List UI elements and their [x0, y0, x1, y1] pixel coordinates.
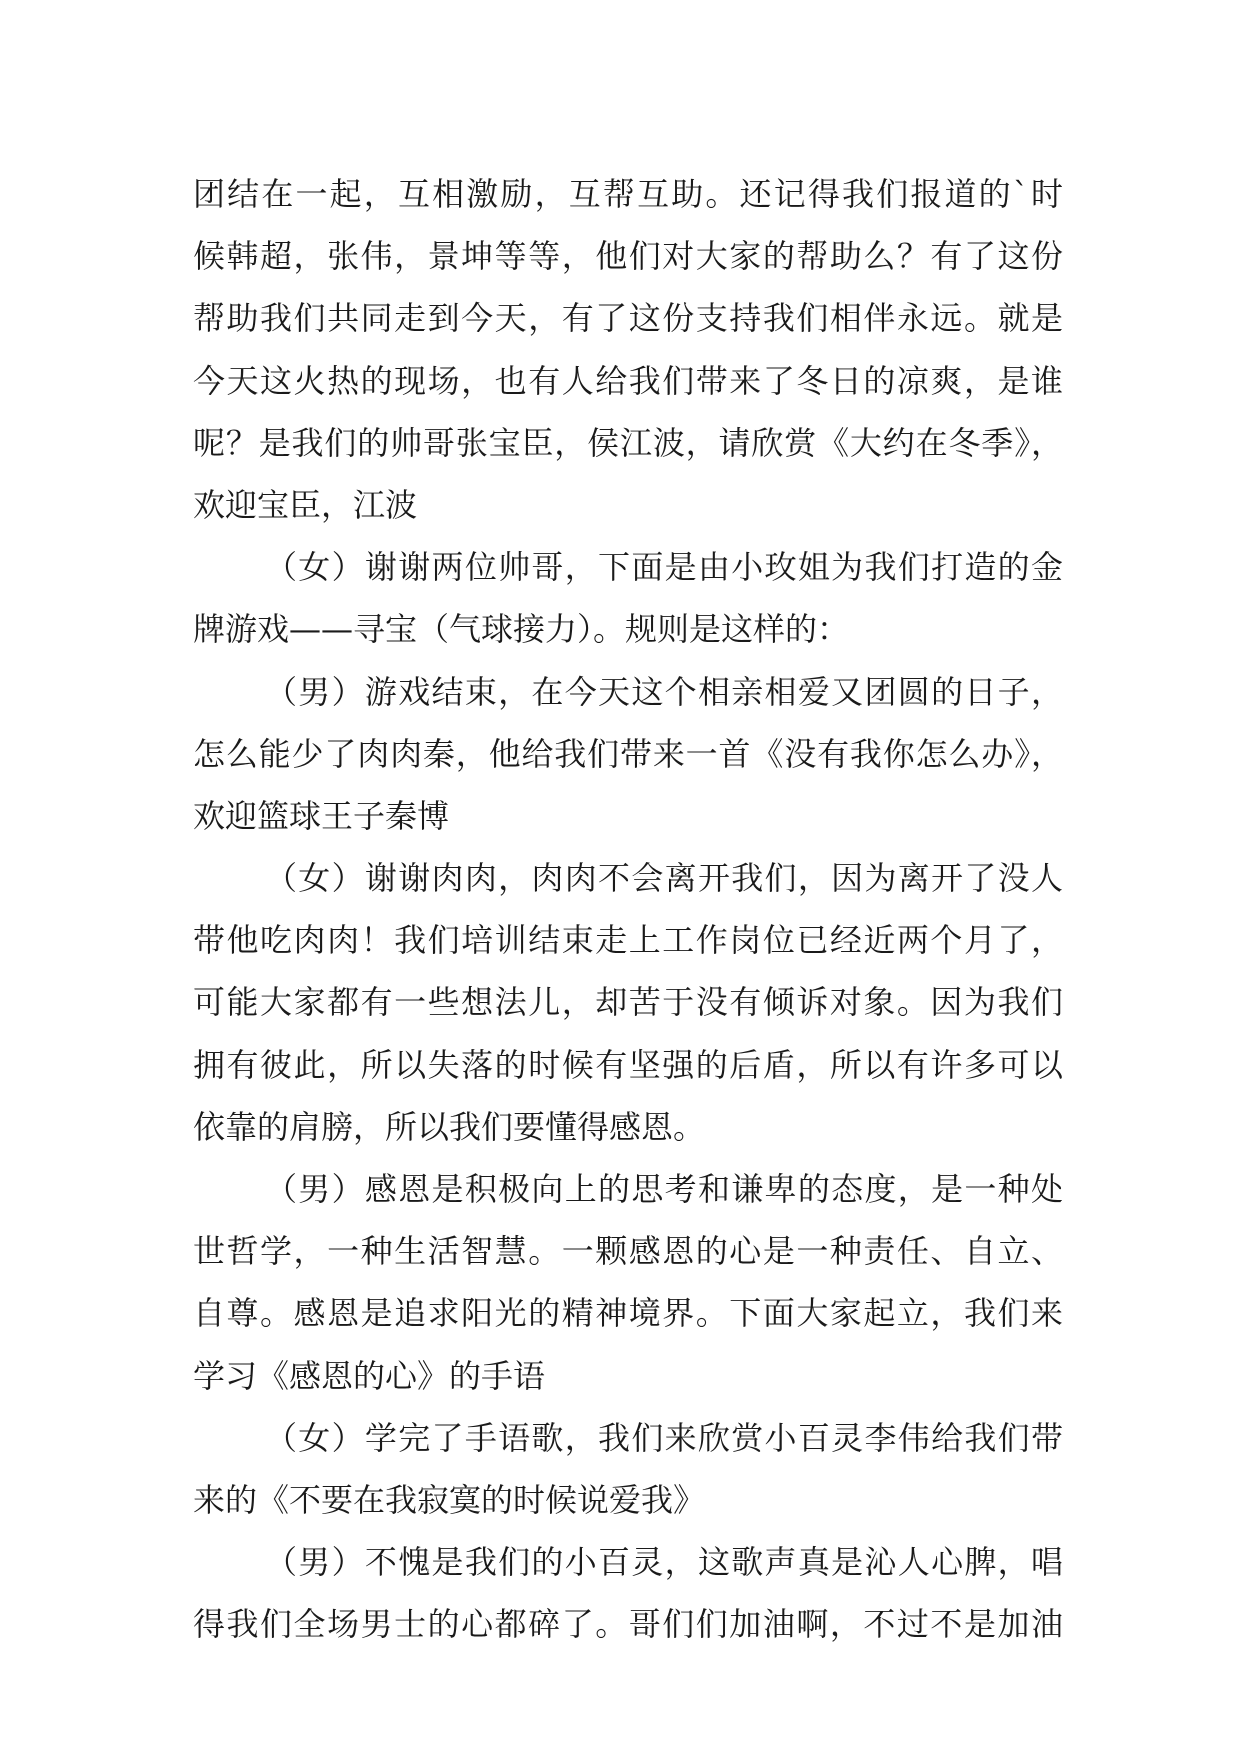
text-line: 拥有彼此，所以失落的时候有坚强的后盾，所以有许多可以: [193, 1045, 1063, 1084]
text-line: 候韩超，张伟，景坤等等，他们对大家的帮助么？有了这份: [193, 237, 1063, 276]
paragraph: [193, 847, 1063, 1158]
text-line: 带他吃肉肉！我们培训结束走上工作岗位已经近两个月了，: [193, 921, 1063, 960]
text-line: （男）不愧是我们的小百灵，这歌声真是沁人心脾，唱: [265, 1543, 1063, 1582]
document-body: [193, 163, 1063, 1656]
text-line: 世哲学，一种生活智慧。一颗感恩的心是一种责任、自立、: [193, 1232, 1063, 1271]
text-line: （女）谢谢两位帅哥，下面是由小玫姐为我们打造的金: [265, 548, 1063, 587]
text-line: 牌游戏——寻宝（气球接力）。规则是这样的：: [193, 610, 850, 649]
text-line: 怎么能少了肉肉秦，他给我们带来一首《没有我你怎么办》，: [193, 734, 1063, 773]
paragraph: [193, 1407, 1063, 1531]
paragraph: [193, 536, 1063, 660]
text-line: 学习《感恩的心》的手语: [193, 1356, 546, 1395]
text-line: 自尊。感恩是追求阳光的精神境界。下面大家起立，我们来: [193, 1294, 1063, 1333]
paragraph: [193, 1158, 1063, 1407]
text-line: （男）游戏结束，在今天这个相亲相爱又团圆的日子，: [265, 672, 1063, 711]
text-line: （女）学完了手语歌，我们来欣赏小百灵李伟给我们带: [265, 1418, 1063, 1457]
text-line: 呢？是我们的帅哥张宝臣，侯江波，请欣赏《大约在冬季》，: [193, 423, 1063, 462]
text-line: 欢迎宝臣，江波: [193, 485, 418, 524]
paragraph: [193, 163, 1063, 536]
text-line: （女）谢谢肉肉，肉肉不会离开我们，因为离开了没人: [265, 859, 1063, 898]
text-line: 可能大家都有一些想法儿，却苦于没有倾诉对象。因为我们: [193, 983, 1063, 1022]
text-line: 帮助我们共同走到今天，有了这份支持我们相伴永远。就是: [193, 299, 1063, 338]
paragraph: [193, 1531, 1063, 1655]
text-line: 来的《不要在我寂寞的时候说爱我》: [193, 1480, 706, 1519]
text-line: 依靠的肩膀，所以我们要懂得感恩。: [193, 1107, 706, 1146]
text-line: 欢迎篮球王子秦博: [193, 796, 450, 835]
text-line: （男）感恩是积极向上的思考和谦卑的态度，是一种处: [265, 1170, 1063, 1208]
text-line: 团结在一起，互相激励，互帮互助。还记得我们报道的`时: [193, 175, 1063, 213]
paragraph: [193, 661, 1063, 848]
text-line: 得我们全场男士的心都碎了。哥们们加油啊，不过不是加油: [193, 1605, 1063, 1644]
text-line: 今天这火热的现场，也有人给我们带来了冬日的凉爽，是谁: [193, 361, 1063, 400]
